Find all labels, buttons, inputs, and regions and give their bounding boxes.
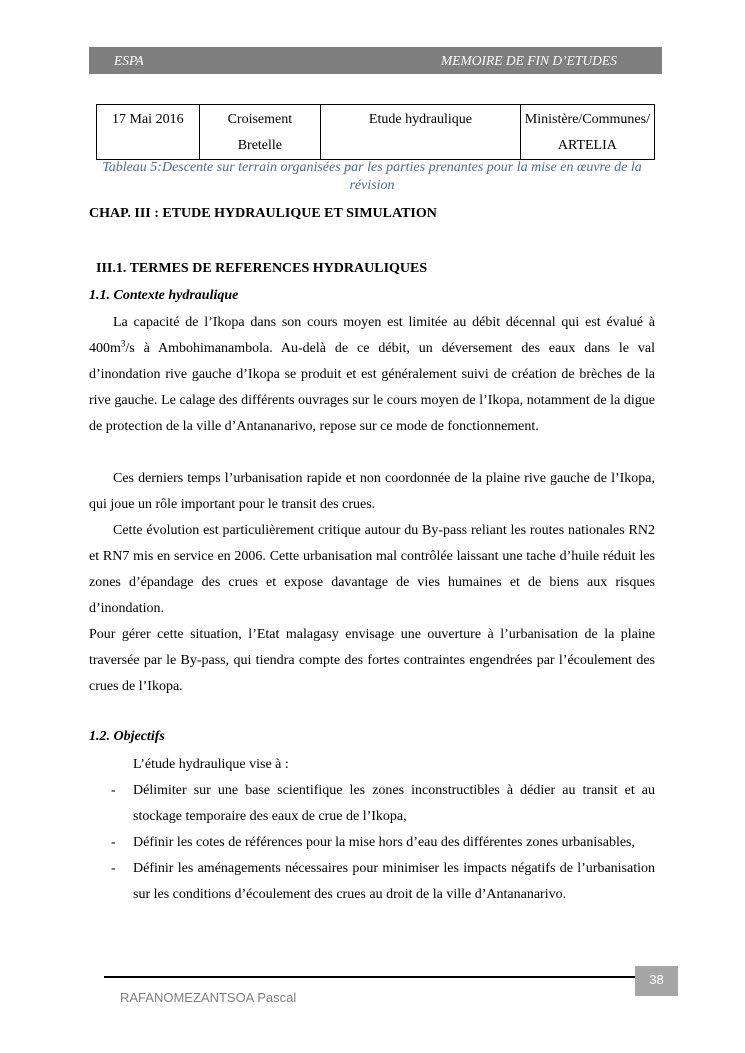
participants-line-2: ARTELIA	[557, 138, 617, 153]
list-item	[89, 856, 655, 908]
footer-divider	[104, 976, 635, 978]
objectives-intro: L’étude hydraulique vise à :	[133, 757, 289, 772]
page-number: 38	[635, 966, 678, 996]
footer-author: RAFANOMEZANTSOA Pascal	[120, 990, 297, 1005]
list-item	[89, 778, 655, 830]
paragraph-context-part2: /s à Ambohimanambola. Au-delà de ce débit, un déversement des eaux dans le val d’inondation rive gauche d’Ikopa se produit et est généralement suivi de création de brèches de la rive gauche. Le calage des différents ouvrages sur le cours moyen de l’Ikopa, notamment de la digue de protection de la ville d’Antananarivo, repose sur ce mode de fonctionnement.	[89, 341, 655, 434]
list-item	[89, 830, 655, 856]
subsection-title-objectives: 1.2. Objectifs	[89, 729, 165, 744]
superscript-3: 3	[120, 338, 126, 349]
objective-text: Délimiter sur une base scientifique les zones inconstructibles à dédier au transit et au stockage temporaire des eaux de crue de l’Ikopa,	[133, 783, 655, 824]
page-header	[89, 47, 662, 74]
header-left-text: ESPA	[114, 53, 144, 68]
location-line-1: Croisement	[227, 112, 293, 127]
table-caption: Tableau 5:Descente sur terrain organisées par les parties prenantes pour la mise en œuvre de la révision	[102, 160, 642, 193]
section-title: III.1. TERMES DE REFERENCES HYDRAULIQUES	[96, 261, 428, 276]
list-dash: -	[111, 783, 116, 798]
paragraph-context	[89, 310, 655, 440]
list-dash: -	[111, 861, 116, 876]
table-cell-date: 17 Mai 2016	[97, 105, 200, 160]
paragraph-context-part1: La capacité de l’Ikopa dans son cours moyen est limitée au débit décennal qui est évalué à 400m	[89, 315, 655, 356]
objective-text: Définir les cotes de références pour la mise hors d’eau des différentes zones urbanisables,	[133, 835, 635, 850]
chapter-title: CHAP. III : ETUDE HYDRAULIQUE ET SIMULATION	[89, 206, 437, 221]
table-cell-participants	[520, 105, 654, 160]
location-line-2: Bretelle	[237, 138, 283, 153]
field-visits-table	[96, 104, 655, 160]
table-cell-subject: Etude hydraulique	[321, 105, 521, 160]
paragraph-state-plan: Pour gérer cette situation, l’Etat malagasy envisage une ouverture à l’urbanisation de la plaine traversée par le By-pass, qui tiendra compte des fortes contraintes engendrées par l’écoulement des crues de l’Ikopa.	[89, 627, 655, 694]
participants-line-1: Ministère/Communes/	[524, 112, 650, 127]
header-right-text: MEMOIRE DE FIN D’ETUDES	[441, 53, 617, 68]
list-dash: -	[111, 835, 116, 850]
table-cell-location	[199, 105, 321, 160]
table-row	[97, 105, 655, 160]
paragraph-urbanisation: Ces derniers temps l’urbanisation rapide et non coordonnée de la plaine rive gauche de l’Ikopa, qui joue un rôle important pour le transit des crues.	[89, 471, 655, 512]
objectives-list	[89, 778, 655, 908]
objective-text: Définir les aménagements nécessaires pour minimiser les impacts négatifs de l’urbanisation sur les conditions d’écoulement des crues au droit de la ville d’Antananarivo.	[133, 861, 655, 902]
subsection-title-context: 1.1. Contexte hydraulique	[89, 288, 239, 303]
paragraph-bypass: Cette évolution est particulièrement critique autour du By-pass reliant les routes nationales RN2 et RN7 mis en service en 2006. Cette urbanisation mal contrôlée laissant une tache d’huile réduit les zones d’épandage des crues et expose davantage de vies humaines et de biens aux risques d’inondation.	[89, 523, 655, 616]
